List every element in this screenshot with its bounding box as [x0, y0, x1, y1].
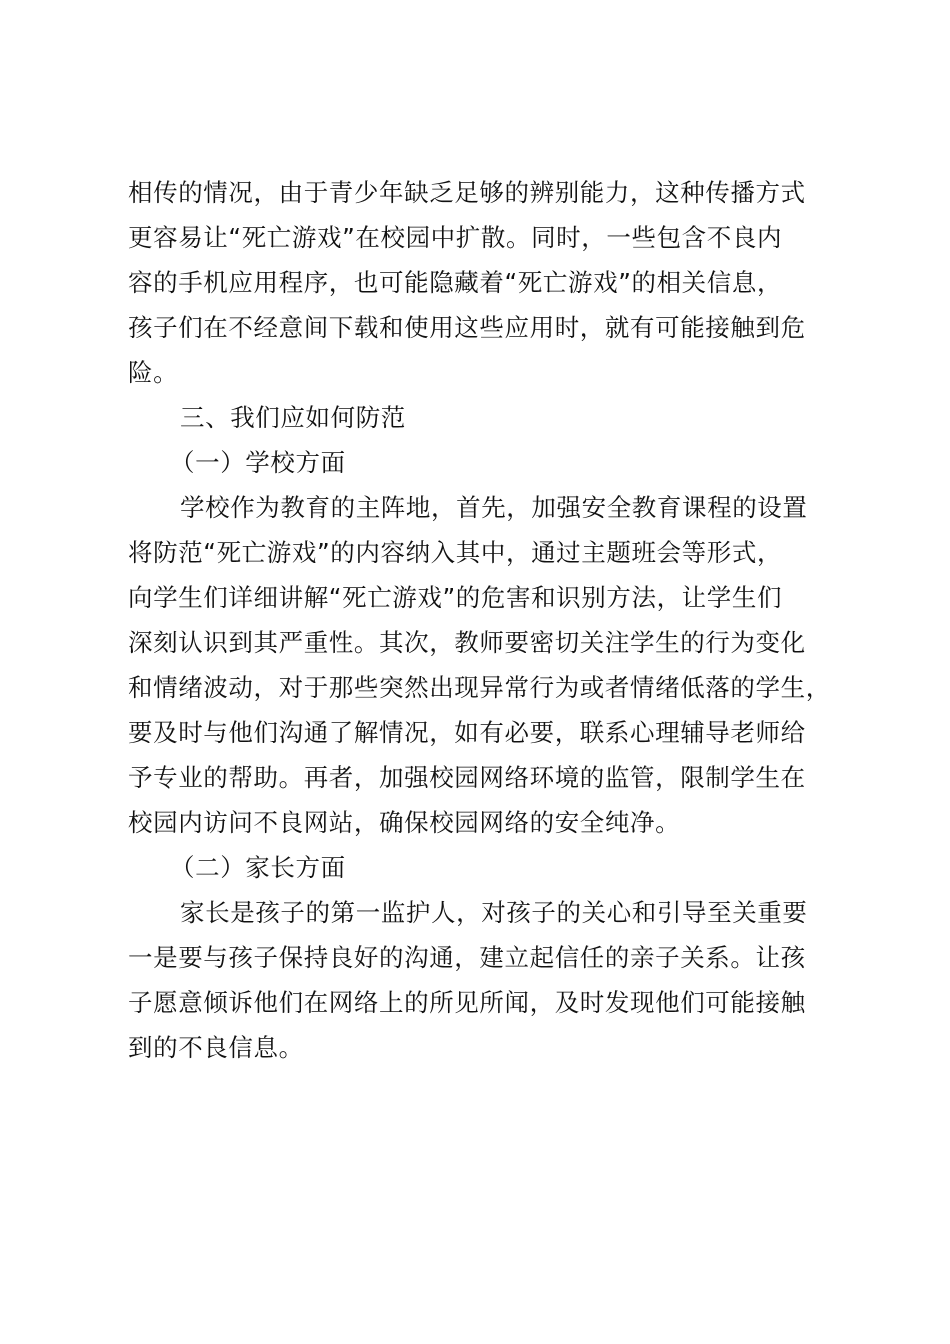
paragraph-line: 容的手机应用程序，也可能隐藏着“死亡游戏”的相关信息，	[128, 268, 783, 297]
paragraph-line: 校园内访问不良网站，确保校园网络的安全纯净。	[128, 808, 681, 837]
paragraph-line: 家长是孩子的第一监护人，对孩子的关心和引导至关重要	[180, 898, 808, 927]
paragraph-line: 要及时与他们沟通了解情况，如有必要，联系心理辅导老师给	[128, 718, 806, 747]
paragraph-line: 予专业的帮助。再者，加强校园网络环境的监管，限制学生在	[128, 763, 806, 792]
paragraph-line: 将防范“死亡游戏”的内容纳入其中，通过主题班会等形式，	[128, 538, 783, 567]
paragraph-line: 险。	[128, 358, 179, 387]
paragraph-line: 深刻认识到其严重性。其次，教师要密切关注学生的行为变化	[128, 628, 806, 657]
paragraph-line: 相传的情况，由于青少年缺乏足够的辨别能力，这种传播方式	[128, 178, 806, 207]
paragraph-line: 更容易让“死亡游戏”在校园中扩散。同时，一些包含不良内	[128, 223, 783, 252]
section-heading: 三、我们应如何防范	[180, 403, 406, 432]
paragraph-line: 和情绪波动，对于那些突然出现异常行为或者情绪低落的学生，	[128, 673, 831, 702]
paragraph-line: 向学生们详细讲解“死亡游戏”的危害和识别方法，让学生们	[128, 583, 783, 612]
subsection-heading: （二）家长方面	[170, 853, 346, 882]
paragraph-line: 孩子们在不经意间下载和使用这些应用时，就有可能接触到危	[128, 313, 806, 342]
paragraph-line: 一是要与孩子保持良好的沟通，建立起信任的亲子关系。让孩	[128, 943, 806, 972]
paragraph-line: 到的不良信息。	[128, 1033, 304, 1062]
paragraph-line: 子愿意倾诉他们在网络上的所见所闻，及时发现他们可能接触	[128, 988, 806, 1017]
paragraph-line: 学校作为教育的主阵地，首先，加强安全教育课程的设置	[180, 493, 808, 522]
subsection-heading: （一）学校方面	[170, 448, 346, 477]
